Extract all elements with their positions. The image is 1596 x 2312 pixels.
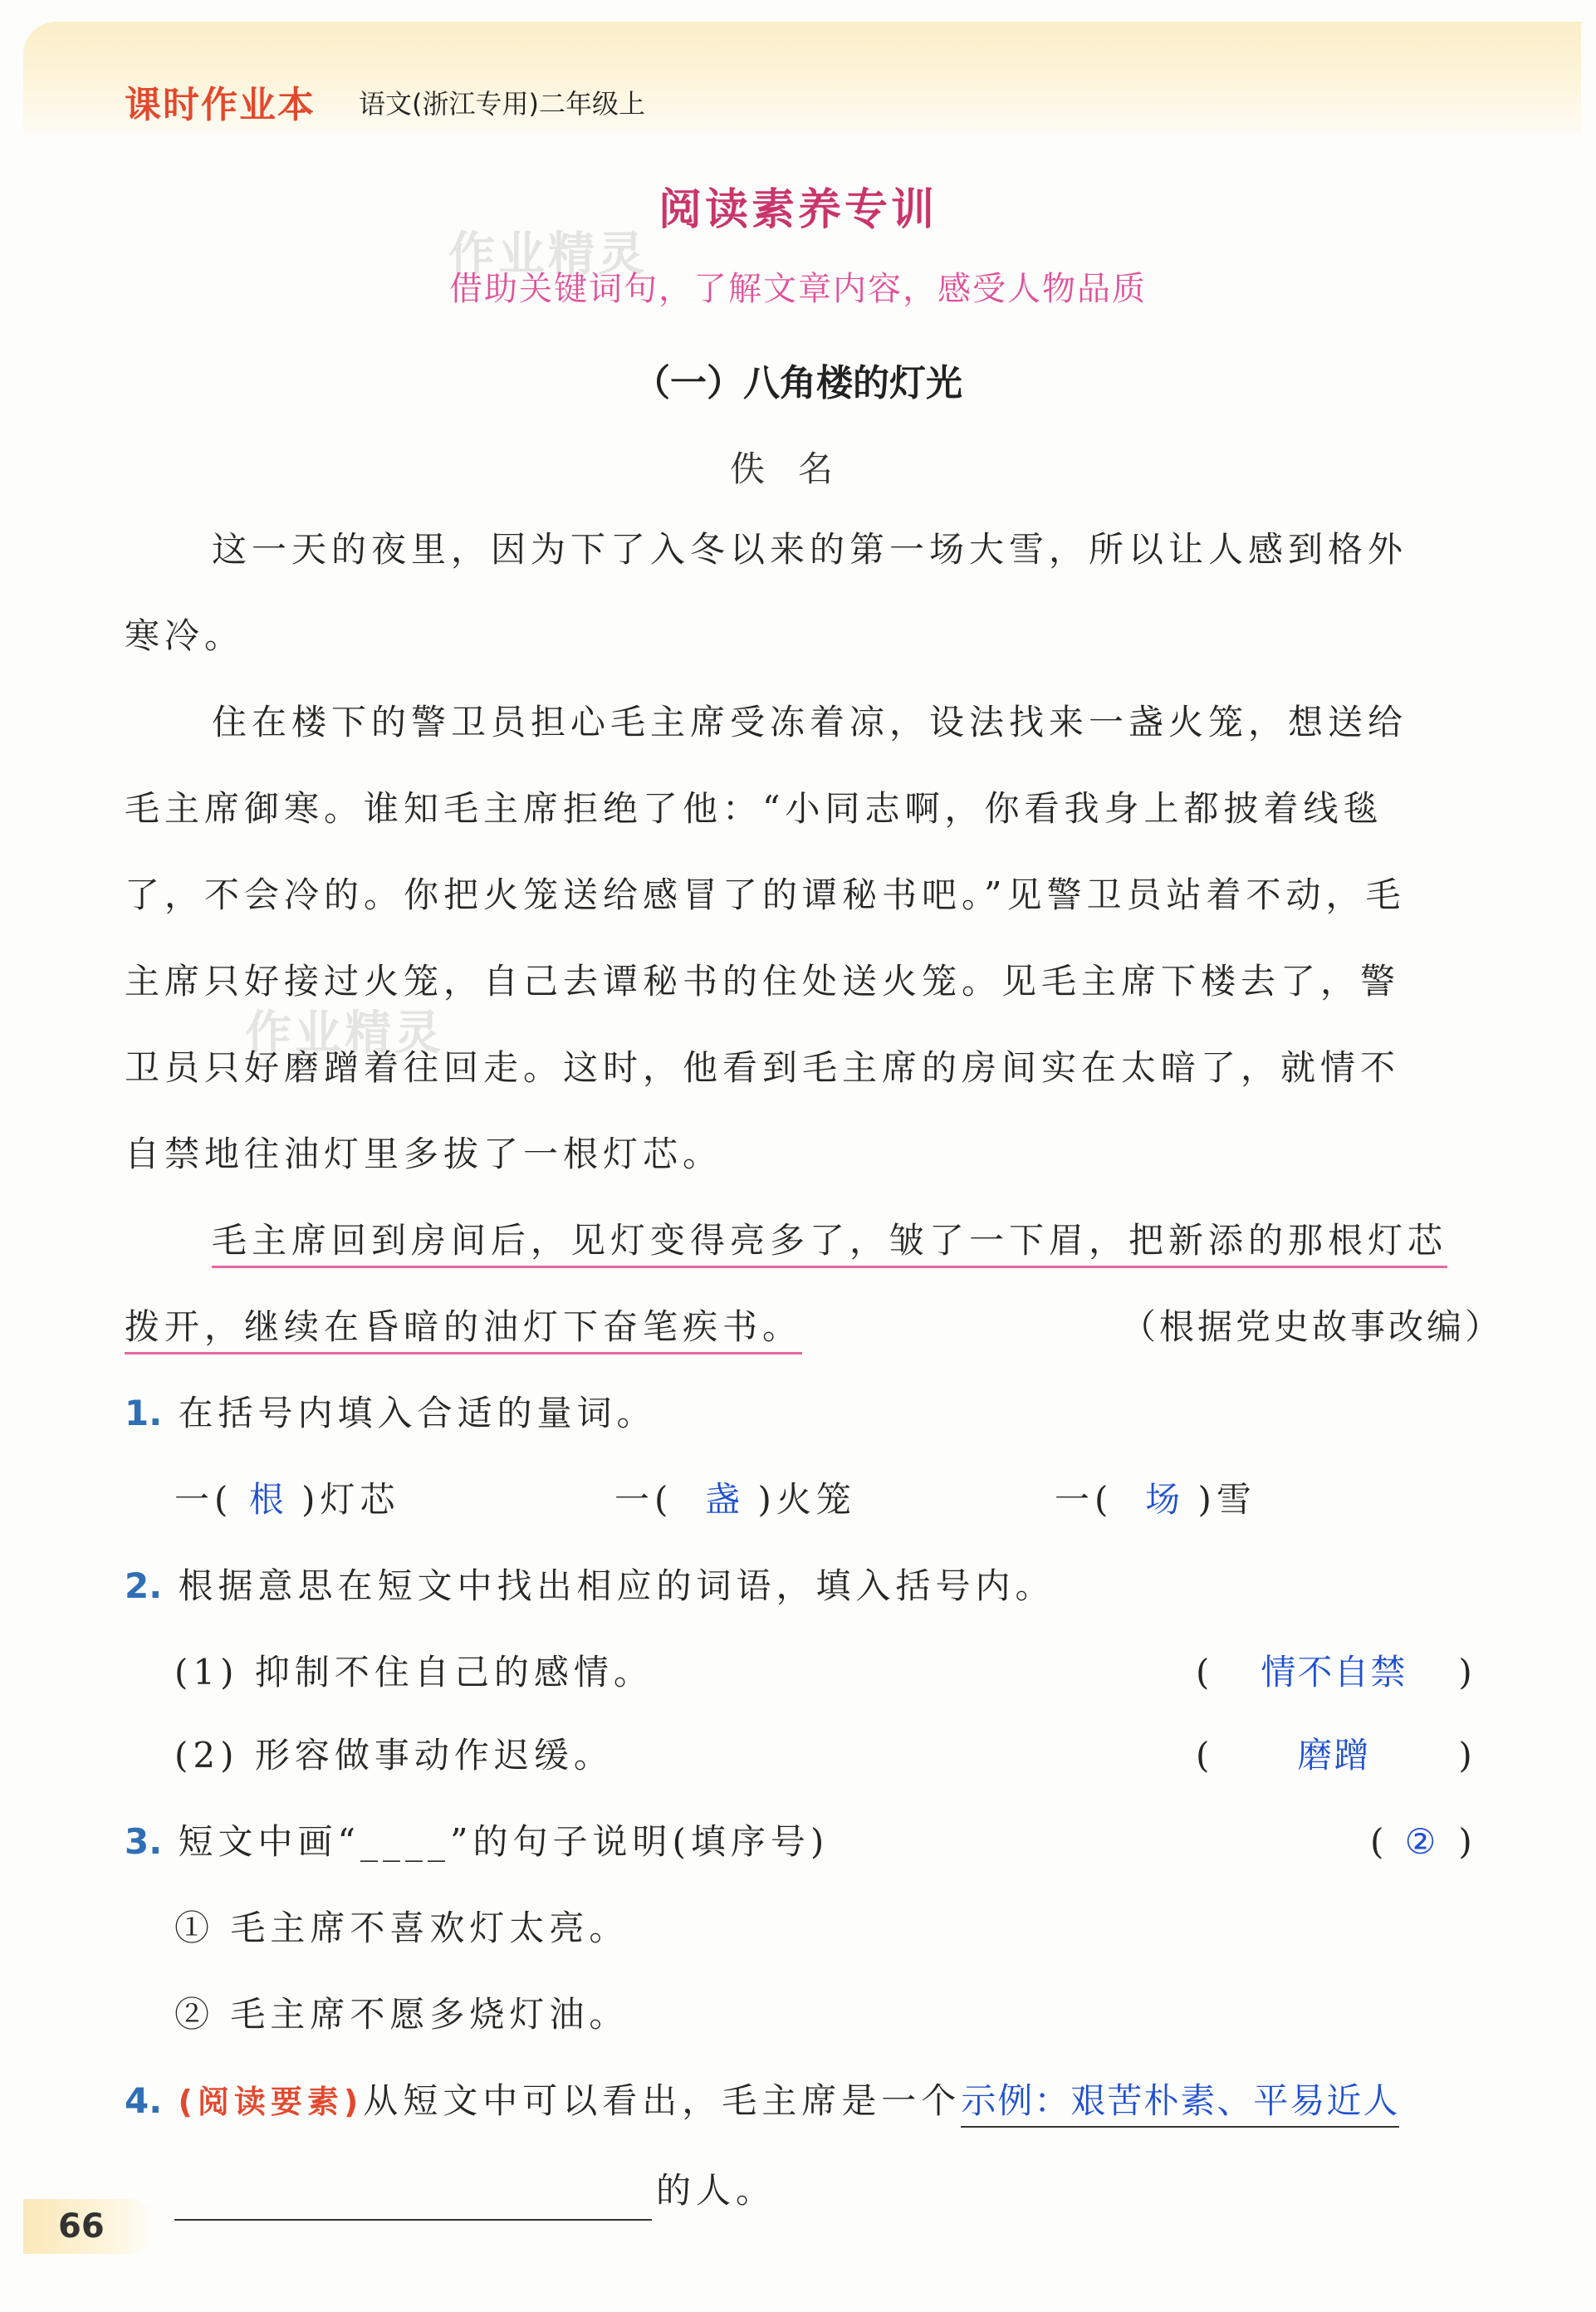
story-line-underlined [212, 1216, 1582, 1266]
underlined-sentence-part1: 毛主席回到房间后，见灯变得亮多了，皱了一下眉，把新添的那根灯芯 [212, 1220, 1447, 1268]
q1-item-suffix: )雪 [1197, 1479, 1256, 1520]
question-text: 根据意思在短文中找出相应的词语，填入括号内。 [178, 1565, 1055, 1606]
question-text: 在括号内填入合适的量词。 [178, 1393, 657, 1433]
paren-close: ) [1458, 1821, 1472, 1862]
story-line: 了，不会冷的。你把火笼送给感冒了的谭秘书吧。”见警卫员站着不动，毛 [125, 874, 1406, 915]
question-text: 短文中画“____”的句子说明(填序号) [178, 1821, 830, 1862]
q1-item-prefix: 一( [174, 1479, 233, 1520]
q1-answer[interactable]: 根 [248, 1479, 286, 1520]
q4-answer[interactable]: 示例：艰苦朴素、平易近人 [961, 2080, 1399, 2128]
story-line: 自禁地往油灯里多拔了一根灯芯。 [125, 1134, 723, 1174]
q1-item-prefix: 一( [1055, 1479, 1114, 1520]
q1-item [1055, 1475, 1403, 1525]
question-text: 从短文中可以看出，毛主席是一个 [363, 2080, 962, 2121]
story-author: 佚名 [729, 448, 866, 489]
q3-answer-box [1370, 1817, 1495, 1867]
paren-close: ) [1458, 1735, 1472, 1776]
q1-answer[interactable]: 盏 [705, 1479, 742, 1520]
question-3 [125, 1817, 1495, 1867]
q2-answer[interactable]: 情不自禁 [1261, 1652, 1408, 1692]
question-2 [125, 1561, 1495, 1611]
q3-answer[interactable]: ② [1404, 1821, 1438, 1862]
q2-answer-box [1196, 1648, 1495, 1697]
section-subtitle: 借助关键词句，了解文章内容，感受人物品质 [449, 270, 1147, 308]
question-number: 2. [125, 1565, 163, 1606]
story-line: 毛主席御寒。谁知毛主席拒绝了他：“小同志啊，你看我身上都披着线毯 [125, 788, 1383, 829]
book-subtitle: 语文(浙江专用)二年级上 [359, 88, 645, 120]
paren-open: ( [1370, 1821, 1384, 1862]
q2-answer[interactable]: 磨蹭 [1297, 1735, 1371, 1776]
section-title: 阅读素养专训 [658, 185, 938, 235]
q4-tail: 的人。 [656, 2170, 776, 2211]
story-title: （一）八角楼的灯光 [634, 362, 962, 404]
story-line: 主席只好接过火笼，自己去谭秘书的住处送火笼。见毛主席下楼去了，警 [125, 961, 1401, 1002]
paren-open: ( [1196, 1735, 1210, 1776]
story-line: 卫员只好磨蹭着往回走。这时，他看到毛主席的房间实在太暗了，就情不 [125, 1047, 1401, 1088]
book-title: 课时作业本 [125, 84, 316, 126]
question-number: 4. [125, 2080, 163, 2121]
page-number-tab [23, 2199, 156, 2254]
reading-element-tag: (阅读要素) [178, 2084, 364, 2120]
question-number: 3. [125, 1821, 163, 1862]
q1-item-prefix: 一( [614, 1479, 673, 1520]
question-4 [125, 2076, 1495, 2127]
story-line: 这一天的夜里，因为下了入冬以来的第一场大雪，所以让人感到格外 [212, 529, 1408, 570]
q2-item-text: (2) 形容做事动作迟缓。 [174, 1735, 614, 1776]
q1-item-suffix: )灯芯 [301, 1479, 400, 1520]
answer-blank-line [174, 2219, 652, 2221]
q2-item-text: (1) 抑制不住自己的感情。 [174, 1652, 654, 1692]
story-line: 寒冷。 [125, 615, 245, 656]
watermark: 作业精灵 [448, 228, 648, 282]
watermark: 作业精灵 [245, 1007, 444, 1060]
q1-item-suffix: )火笼 [757, 1479, 856, 1520]
q3-option: ① 毛主席不喜欢灯太亮。 [174, 1908, 629, 1948]
underlined-sentence-part2: 拨开，继续在昏暗的油灯下奋笔疾书。 [125, 1306, 802, 1354]
story-source: （根据党史故事改编） [1120, 1306, 1503, 1347]
q1-item [174, 1475, 523, 1525]
story-line: 住在楼下的警卫员担心毛主席受冻着凉，设法找来一盏火笼，想送给 [212, 702, 1408, 742]
page-number: 66 [58, 2207, 105, 2246]
q3-option: ② 毛主席不愿多烧灯油。 [174, 1994, 629, 2035]
question-1 [125, 1389, 1495, 1438]
paren-close: ) [1458, 1652, 1472, 1692]
q1-item [614, 1475, 963, 1525]
q1-answer[interactable]: 场 [1145, 1479, 1182, 1520]
question-number: 1. [125, 1393, 163, 1433]
paren-open: ( [1196, 1652, 1210, 1692]
q2-answer-box [1196, 1731, 1495, 1781]
